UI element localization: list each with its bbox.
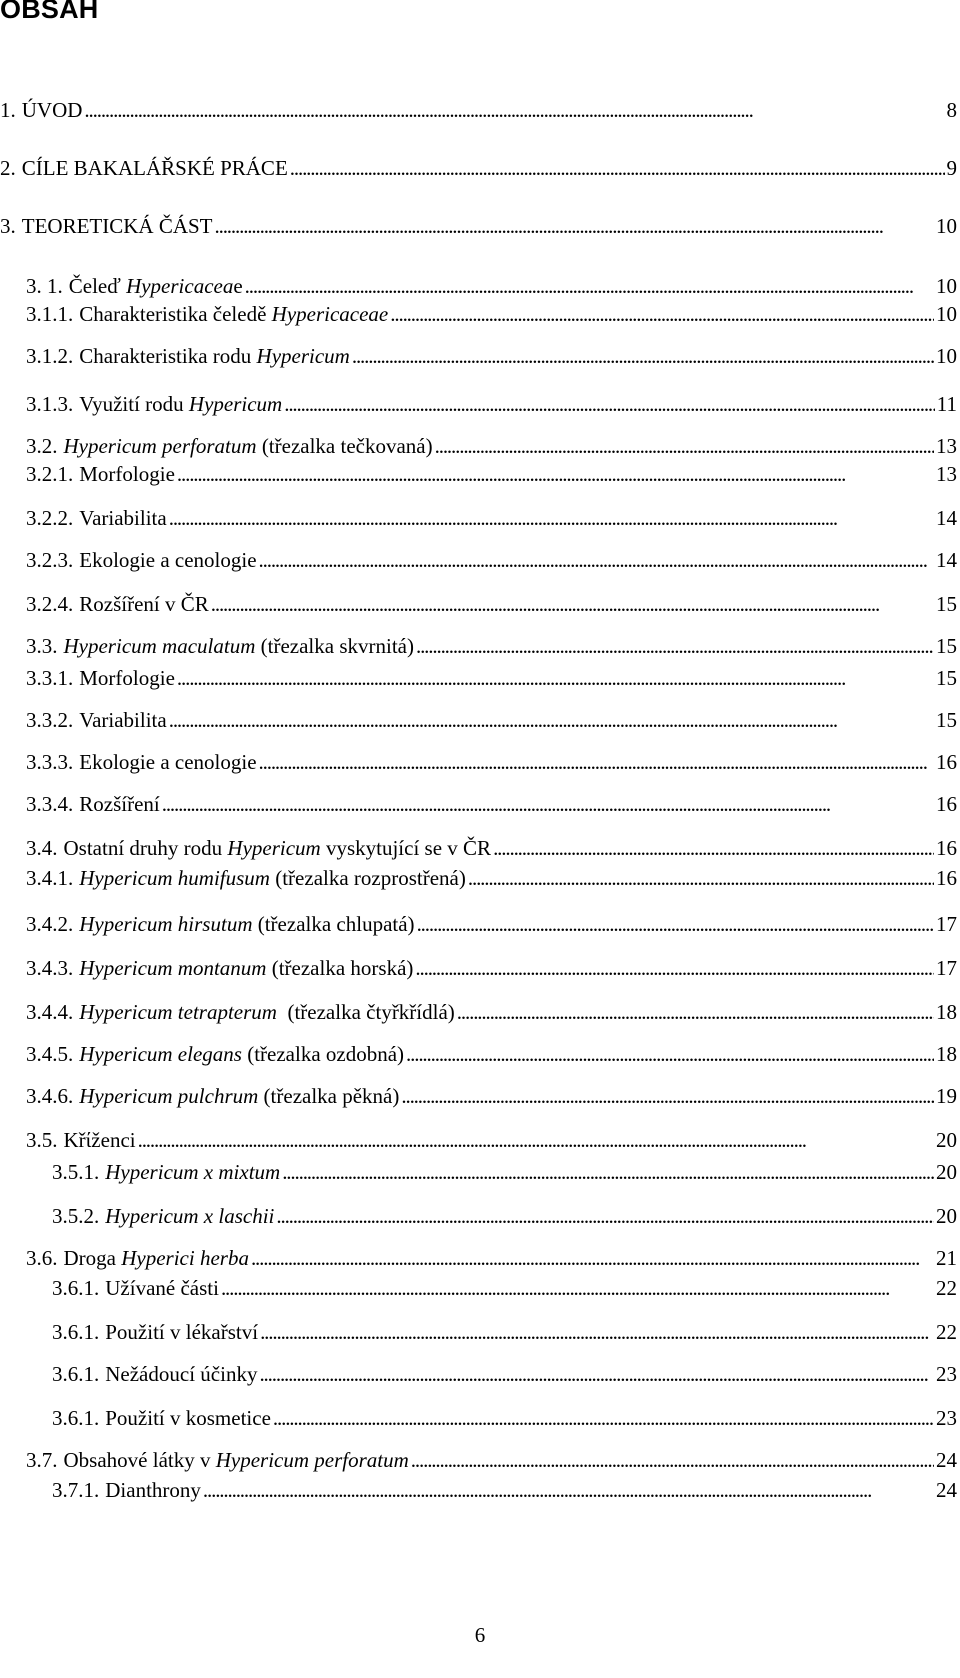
toc-section-number: 3.7.1. <box>52 1478 100 1502</box>
toc-title-text: vyskytující se v ČR <box>320 836 492 860</box>
toc-title-text: (třezalka čtyřkřídlá) <box>276 1000 455 1024</box>
toc-title-text: (třezalka skvrnitá) <box>255 634 414 658</box>
dot-leader <box>276 1202 934 1230</box>
toc-title-text: Hypericum maculatum <box>63 634 256 658</box>
toc-page-number: 17 <box>936 912 957 936</box>
toc-entry-label <box>52 1274 219 1302</box>
toc-entry[interactable] <box>26 954 957 982</box>
toc-page-number: 18 <box>936 1000 957 1024</box>
dot-leader <box>169 504 934 532</box>
toc-entry-label <box>26 504 167 532</box>
toc-entry[interactable] <box>0 212 957 240</box>
toc-title-text: Křίženci <box>63 1128 136 1152</box>
toc-page-number: 15 <box>936 708 957 732</box>
dot-leader <box>352 342 934 370</box>
toc-entry[interactable] <box>26 504 957 532</box>
toc-page-number: 8 <box>946 98 957 122</box>
toc-entry-label <box>0 96 82 124</box>
dot-leader <box>273 1404 934 1432</box>
toc-section-number: 3.4.6. <box>26 1084 74 1108</box>
toc-entry-label <box>26 1082 399 1110</box>
toc-title-text: Hypericum perforatum <box>63 434 257 458</box>
dot-leader <box>215 212 935 240</box>
toc-entry-label <box>26 748 257 776</box>
toc-page-number: 22 <box>936 1320 957 1344</box>
toc-entry[interactable] <box>26 834 957 862</box>
dot-leader <box>251 1244 934 1272</box>
toc-page-number: 10 <box>936 214 957 238</box>
toc-page-number: 13 <box>936 434 957 458</box>
toc-entry-label <box>52 1318 258 1346</box>
toc-title-text: Hypericum perforatum <box>215 1448 409 1472</box>
dot-leader <box>162 790 934 818</box>
dot-leader <box>169 706 934 734</box>
toc-entry-label <box>0 212 213 240</box>
toc-entry[interactable] <box>52 1158 957 1186</box>
dot-leader <box>406 1040 934 1068</box>
toc-title-text: Ostatní druhy rodu <box>63 836 228 860</box>
toc-page-number: 23 <box>936 1362 957 1386</box>
toc-entry[interactable] <box>26 706 957 734</box>
dot-leader <box>390 300 934 328</box>
toc-title-text: Využití rodu <box>79 392 189 416</box>
toc-title-text: (třezalka ozdobná) <box>241 1042 405 1066</box>
toc-section-number: 3.1.3. <box>26 392 74 416</box>
toc-entry[interactable] <box>26 432 957 460</box>
toc-entry[interactable] <box>0 96 957 124</box>
toc-section-number: 3.4.1. <box>26 866 74 890</box>
toc-section-number: 3.1.2. <box>26 344 74 368</box>
toc-title-text: Ekologie a cenologie <box>79 750 257 774</box>
toc-entry-label <box>26 272 243 300</box>
toc-title-text: Hypericacea <box>126 274 234 298</box>
toc-section-number: 1. <box>0 98 16 122</box>
page-number: 6 <box>474 1623 486 1647</box>
toc-entry[interactable] <box>26 910 957 938</box>
toc-section-number: 3.5.2. <box>52 1204 100 1228</box>
toc-entry[interactable] <box>52 1318 957 1346</box>
toc-title-text: Obsahové látky v <box>63 1448 216 1472</box>
toc-title-text: Hypericum x laschii <box>105 1204 275 1228</box>
dot-leader <box>138 1126 934 1154</box>
toc-entry-label <box>26 834 491 862</box>
toc-title-text: CÍLE BAKALÁŘSKÉ PRÁCE <box>21 156 288 180</box>
toc-title-text: Variabilita <box>79 506 167 530</box>
toc-page-number: 9 <box>946 156 957 180</box>
toc-page-number: 15 <box>936 634 957 658</box>
toc-section-number: 3.4.3. <box>26 956 74 980</box>
toc-page-number: 17 <box>936 956 957 980</box>
dot-leader <box>468 864 934 892</box>
toc-entry-label <box>0 154 288 182</box>
toc-title-text: e <box>233 274 243 298</box>
toc-section-number: 3.6.1. <box>52 1276 100 1300</box>
toc-page-number: 20 <box>936 1204 957 1228</box>
toc-page-number: 16 <box>936 836 957 860</box>
toc-title-text: Hypericum montanum <box>79 956 267 980</box>
toc-entry[interactable] <box>26 632 957 660</box>
toc-entry[interactable] <box>26 864 957 892</box>
toc-title-text: Nežádoucí účinky <box>105 1362 258 1386</box>
dot-leader <box>259 1360 934 1388</box>
toc-title-text: Charakteristika čeledě <box>79 302 272 326</box>
toc-title-text: (třezalka rozprostřená) <box>269 866 466 890</box>
toc-page-number: 19 <box>936 1084 957 1108</box>
toc-title-text: Čeleď <box>68 274 127 298</box>
toc-title-text: Morfologie <box>79 666 175 690</box>
toc-page-number: 20 <box>936 1160 957 1184</box>
toc-entry[interactable] <box>26 790 957 818</box>
dot-leader <box>290 154 945 182</box>
toc-entry-label <box>26 432 433 460</box>
toc-entry-label <box>26 460 175 488</box>
toc-page-number: 22 <box>936 1276 957 1300</box>
toc-title-text: Rozšíření v ČR <box>79 592 209 616</box>
toc-entry-label <box>52 1360 257 1388</box>
toc-entry-label <box>26 790 160 818</box>
toc-entry[interactable] <box>26 590 957 618</box>
dot-leader <box>282 1158 934 1186</box>
toc-section-number: 3.2.2. <box>26 506 74 530</box>
toc-entry-label <box>26 1244 249 1272</box>
toc-page-number: 10 <box>936 274 957 298</box>
toc-page-number: 11 <box>936 392 957 416</box>
toc-page-number: 14 <box>936 548 957 572</box>
toc-page-number: 10 <box>936 302 957 326</box>
toc-entry-label <box>26 1126 136 1154</box>
toc-entry-label <box>26 910 415 938</box>
toc-page-number: 15 <box>936 666 957 690</box>
toc-section-number: 3.6.1. <box>52 1320 100 1344</box>
dot-leader <box>177 664 934 692</box>
dot-leader <box>245 272 934 300</box>
dot-leader <box>457 998 934 1026</box>
toc-title-text: Hypericum elegans <box>79 1042 242 1066</box>
toc-title-text: Použití v lékařství <box>105 1320 259 1344</box>
dot-leader <box>411 1446 934 1474</box>
toc-section-number: 3.1.1. <box>26 302 74 326</box>
toc-entry[interactable] <box>26 1446 957 1474</box>
toc-page-number: 15 <box>936 592 957 616</box>
dot-leader <box>415 954 934 982</box>
dot-leader <box>435 432 934 460</box>
toc-entry[interactable] <box>52 1360 957 1388</box>
toc-section-number: 3.4. <box>26 836 58 860</box>
toc-title-text: Hypericum x mixtum <box>105 1160 281 1184</box>
toc-section-number: 3.4.5. <box>26 1042 74 1066</box>
toc-entry[interactable] <box>52 1476 957 1504</box>
toc-section-number: 3.3. <box>26 634 58 658</box>
toc-title-text: Hypericum <box>227 836 321 860</box>
toc-entry-label <box>26 390 282 418</box>
toc-entry[interactable] <box>26 1244 957 1272</box>
toc-entry[interactable] <box>26 342 957 370</box>
dot-leader <box>84 96 944 124</box>
toc-entry[interactable] <box>26 546 957 574</box>
toc-entry[interactable] <box>26 272 957 300</box>
toc-section-number: 3.5. <box>26 1128 58 1152</box>
toc-entry-label <box>26 546 257 574</box>
toc-page-number: 10 <box>936 344 957 368</box>
toc-section-number: 3.6. <box>26 1246 58 1270</box>
toc-page-number: 21 <box>936 1246 957 1270</box>
toc-entry[interactable] <box>26 460 957 488</box>
dot-leader <box>203 1476 934 1504</box>
toc-entry[interactable] <box>52 1404 957 1432</box>
toc-entry-label <box>26 664 175 692</box>
toc-entry-label <box>26 1446 409 1474</box>
toc-section-number: 3.2.4. <box>26 592 74 616</box>
toc-section-number: 3.7. <box>26 1448 58 1472</box>
toc-title-text: Ekologie a cenologie <box>79 548 257 572</box>
toc-page-number: 16 <box>936 792 957 816</box>
toc-entry-label <box>52 1158 280 1186</box>
toc-title-text: (třezalka chlupatá) <box>252 912 415 936</box>
page-heading: OBSAH <box>0 0 99 24</box>
toc-title-text: ÚVOD <box>21 98 83 122</box>
toc-entry-label <box>26 342 350 370</box>
toc-title-text: Droga <box>63 1246 122 1270</box>
toc-title-text: Hypericum pulchrum <box>79 1084 259 1108</box>
dot-leader <box>493 834 934 862</box>
toc-title-text: Rozšíření <box>79 792 160 816</box>
toc-entry-label <box>26 300 388 328</box>
dot-leader <box>259 748 934 776</box>
toc-page-number: 16 <box>936 866 957 890</box>
toc-title-text: TEORETICKÁ ČÁST <box>21 214 213 238</box>
toc-entry[interactable] <box>26 1082 957 1110</box>
toc-title-text: Hypericum <box>256 344 350 368</box>
toc-section-number: 3.4.4. <box>26 1000 74 1024</box>
toc-title-text: Hypericum hirsutum <box>79 912 253 936</box>
toc-section-number: 3.3.4. <box>26 792 74 816</box>
toc-entry[interactable] <box>26 664 957 692</box>
toc-entry[interactable] <box>26 998 957 1026</box>
toc-entry-label <box>26 998 455 1026</box>
toc-title-text: (třezalka tečkovaná) <box>256 434 433 458</box>
toc-title-text: Použití v kosmetice <box>105 1406 271 1430</box>
dot-leader <box>221 1274 934 1302</box>
dot-leader <box>284 390 935 418</box>
dot-leader <box>177 460 934 488</box>
toc-section-number: 3.2.3. <box>26 548 74 572</box>
toc-page-number: 16 <box>936 750 957 774</box>
toc-title-text: Hypericaceae <box>271 302 389 326</box>
toc-section-number: 3.5.1. <box>52 1160 100 1184</box>
toc-section-number: 3.2. <box>26 434 58 458</box>
toc-entry-label <box>26 632 414 660</box>
toc-title-text: (třezalka pěkná) <box>258 1084 400 1108</box>
toc-page-number: 23 <box>936 1406 957 1430</box>
dot-leader <box>259 546 934 574</box>
dot-leader <box>401 1082 934 1110</box>
toc-section-number: 3.3.1. <box>26 666 74 690</box>
toc-entry[interactable] <box>26 1040 957 1068</box>
dot-leader <box>260 1318 934 1346</box>
toc-section-number: 3.3.2. <box>26 708 74 732</box>
toc-section-number: 3.4.2. <box>26 912 74 936</box>
toc-title-text: Dianthrony <box>105 1478 201 1502</box>
toc-page-number: 13 <box>936 462 957 486</box>
toc-entry-label <box>26 954 413 982</box>
toc-page-number: 20 <box>936 1128 957 1152</box>
dot-leader <box>417 910 934 938</box>
toc-section-number: 3.6.1. <box>52 1406 100 1430</box>
toc-title-text: Hypericum tetrapterum <box>79 1000 277 1024</box>
toc-section-number: 3. 1. <box>26 274 63 298</box>
toc-section-number: 2. <box>0 156 16 180</box>
toc-page-number: 24 <box>936 1478 957 1502</box>
dot-leader <box>416 632 934 660</box>
toc-entry-label <box>52 1476 201 1504</box>
toc-title-text: Užívané části <box>105 1276 219 1300</box>
toc-page-number: 18 <box>936 1042 957 1066</box>
toc-section-number: 3.6.1. <box>52 1362 100 1386</box>
toc-entry[interactable] <box>26 390 957 418</box>
toc-title-text: Hypericum humifusum <box>79 866 270 890</box>
toc-entry[interactable] <box>52 1202 957 1230</box>
toc-entry-label <box>26 864 466 892</box>
toc-title-text: Hypericum <box>188 392 283 416</box>
toc-section-number: 3. <box>0 214 16 238</box>
toc-entry[interactable] <box>26 1126 957 1154</box>
toc-entry-label <box>52 1404 271 1432</box>
toc-page-number: 24 <box>936 1448 957 1472</box>
toc-entry[interactable] <box>26 748 957 776</box>
toc-section-number: 3.2.1. <box>26 462 74 486</box>
toc-entry-label <box>26 590 209 618</box>
toc-entry[interactable] <box>0 154 957 182</box>
toc-entry-label <box>26 706 167 734</box>
toc-entry[interactable] <box>26 300 957 328</box>
toc-page-number: 14 <box>936 506 957 530</box>
dot-leader <box>211 590 934 618</box>
toc-entry-label <box>26 1040 404 1068</box>
toc-entry[interactable] <box>52 1274 957 1302</box>
toc-entry-label <box>52 1202 274 1230</box>
toc-title-text: Charakteristika rodu <box>79 344 257 368</box>
toc-title-text: Variabilita <box>79 708 167 732</box>
toc-section-number: 3.3.3. <box>26 750 74 774</box>
toc-title-text: Morfologie <box>79 462 175 486</box>
toc-title-text: (třezalka horská) <box>266 956 414 980</box>
toc-title-text: Hyperici herba <box>121 1246 249 1270</box>
